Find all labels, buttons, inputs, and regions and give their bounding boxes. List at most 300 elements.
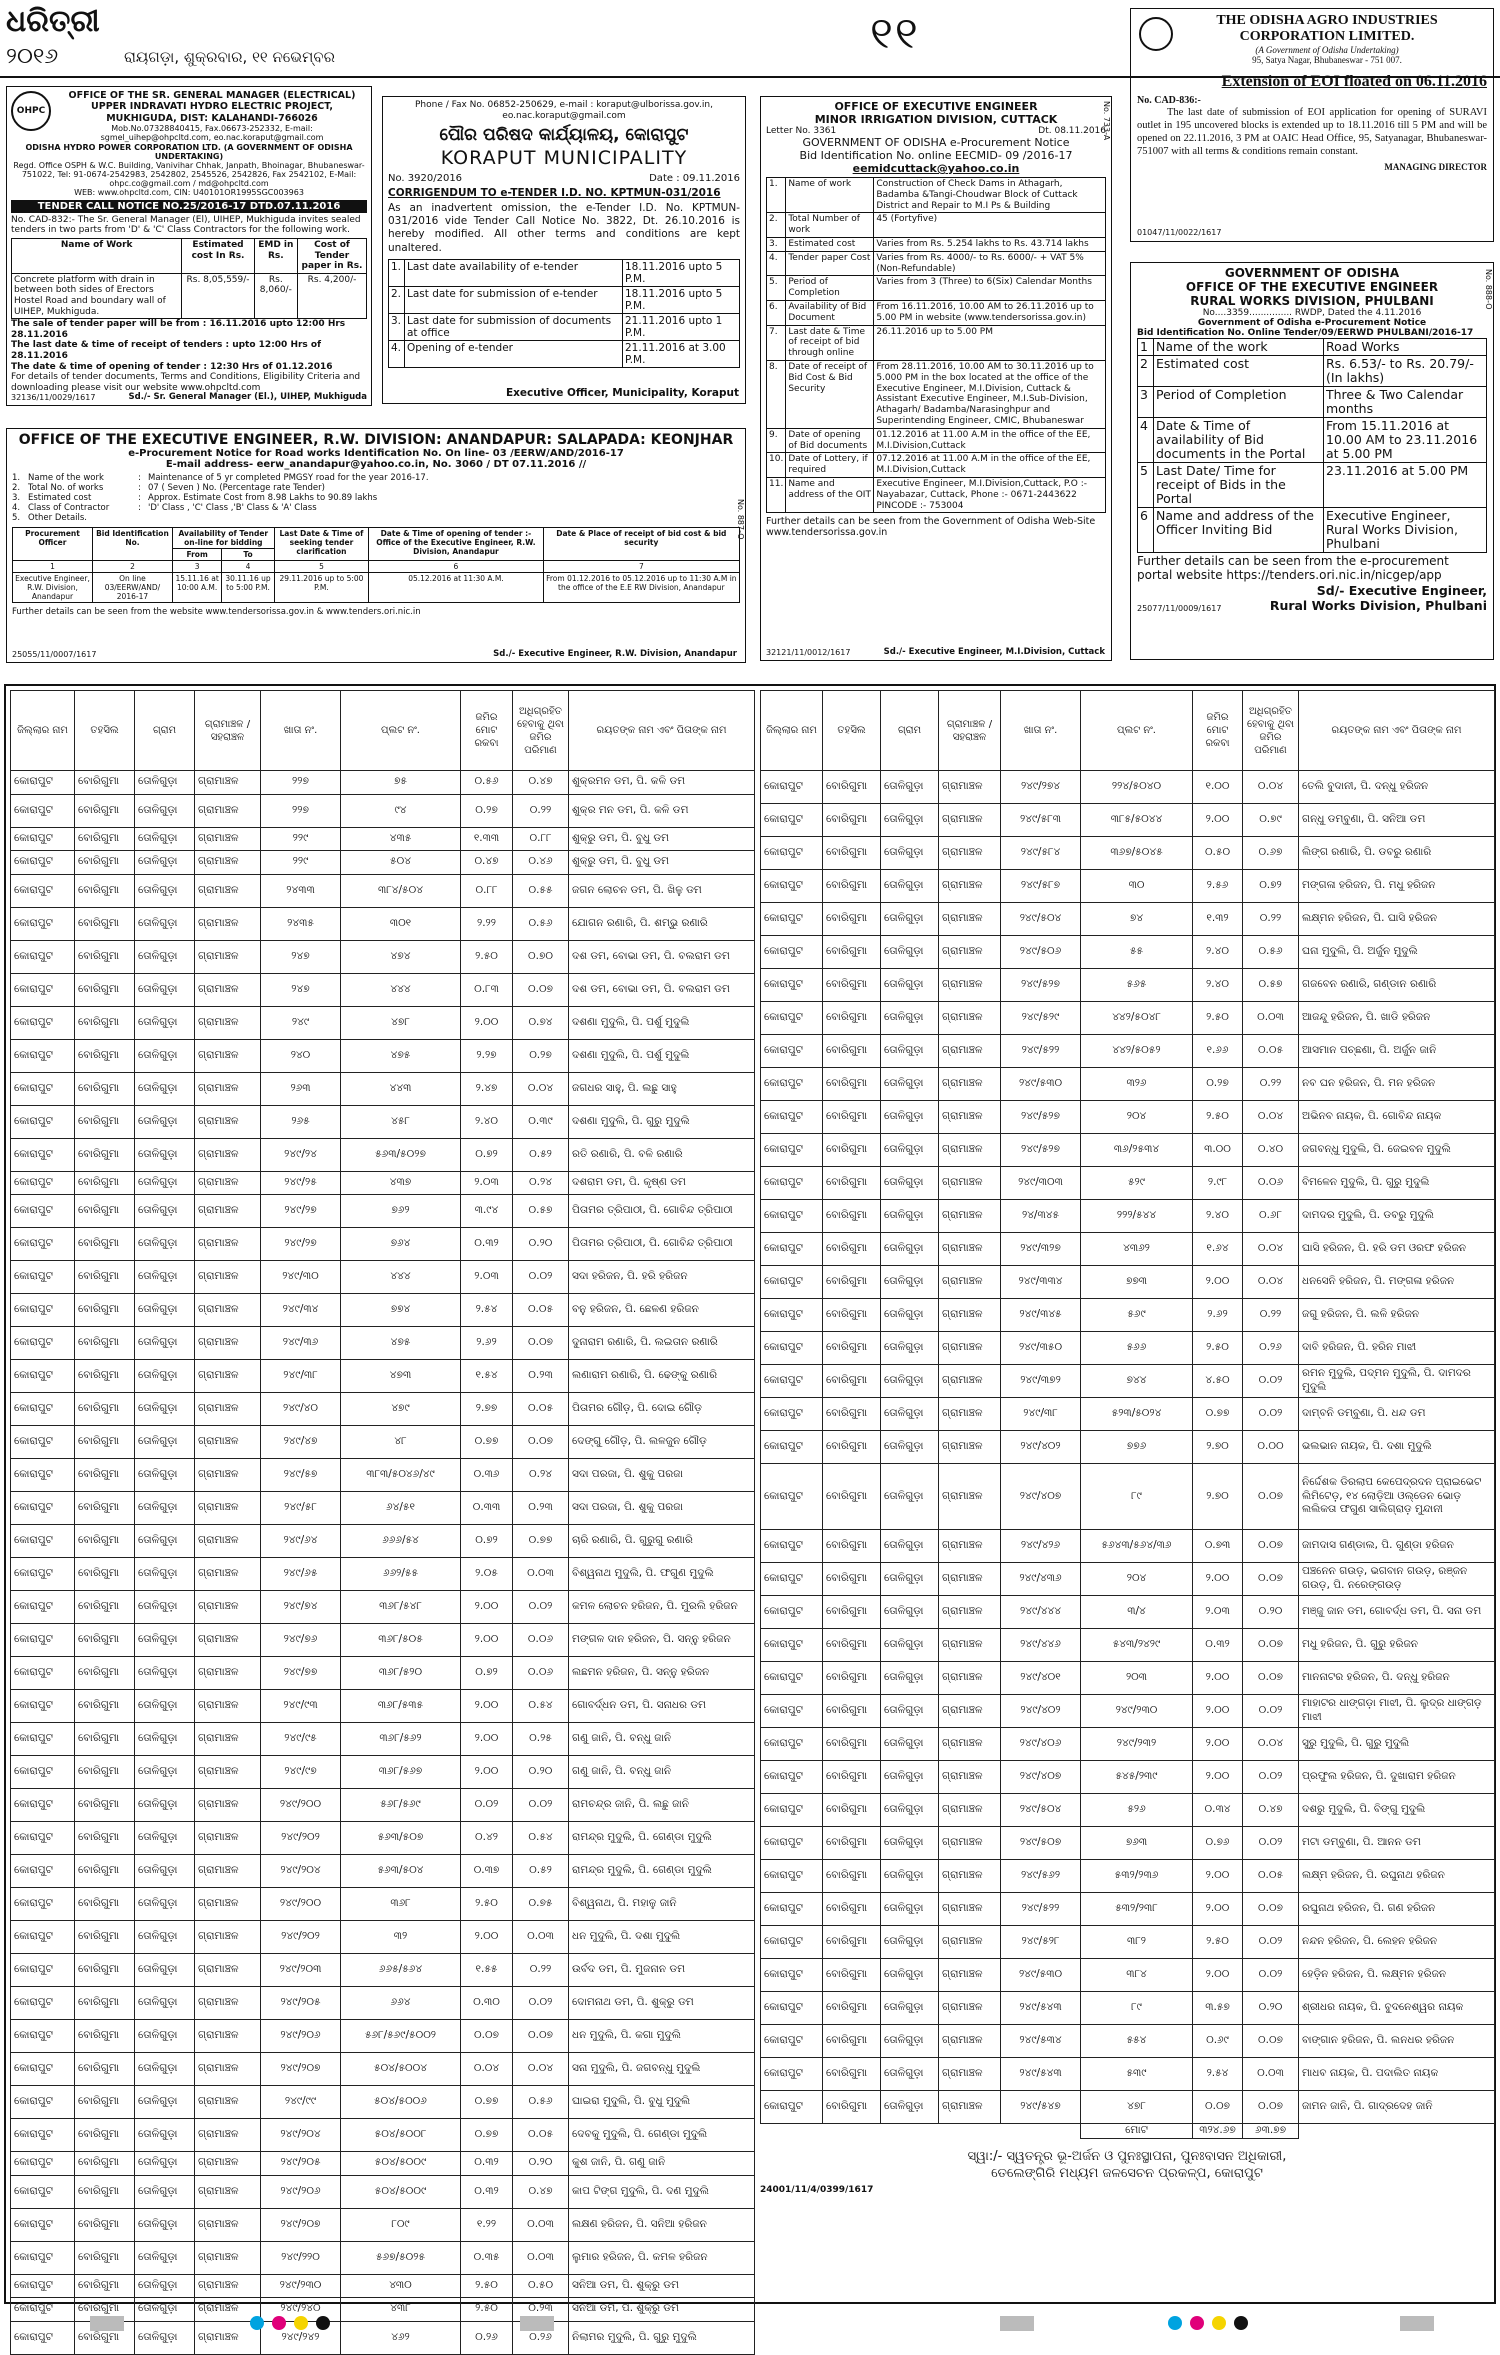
land-total-area: ୨.୫୦ <box>461 1888 513 1921</box>
minor-row-label: Availability of Bid Document <box>786 300 874 325</box>
land-plot: ୬୬୪ <box>341 1987 461 2020</box>
land-village: ତୋଳିଗୁଡ଼ା <box>135 771 195 795</box>
minor-row <box>767 178 1106 213</box>
land-tahasil: ବୋରିଗୁମା <box>823 1101 881 1134</box>
land-tahasil: ବୋରିଗୁମା <box>823 1134 881 1167</box>
land-area-type: ଗ୍ରାମାଞ୍ଚଳ <box>939 1728 1001 1761</box>
land-tahasil: ବୋରିଗୁମା <box>75 1294 135 1327</box>
land-total-area: ୨.୦୦ <box>1193 804 1243 837</box>
minor-row-no: 9. <box>767 428 786 453</box>
minor-tag: No. 733-A <box>1102 101 1111 141</box>
land-acquired-area: ୦.୦୭ <box>513 1426 569 1459</box>
land-khata: ୨୪୯/୨୦୨ <box>261 1822 341 1855</box>
phulbani-bid: Bid Identification No. Online Tender/09/EERWD PHULBANI/2016-17 <box>1137 328 1474 338</box>
land-area-type: ଗ୍ରାମାଞ୍ଚଳ <box>195 1723 261 1756</box>
land-total-area: ୨.୪୦ <box>461 1105 513 1138</box>
anandapur-header-opening: Date & Time of opening of tender :- Office of the Executive Engineer, R.W. Division, Anandapur <box>369 528 543 561</box>
anandapur-list-4-value: 'D' Class , 'C' Class ,'B' Class & 'A' Class <box>148 503 317 513</box>
land-district: କୋରାପୁଟ <box>761 1035 823 1068</box>
land-acquired-area: ୦.୦୬ <box>1243 1167 1299 1200</box>
land-area-type: ଗ୍ରାମାଞ୍ଚଳ <box>939 1101 1001 1134</box>
land-plot: ୨୨୪/୫୦୪୦ <box>1081 771 1193 804</box>
land-total-area: ୧.୩୩ <box>461 827 513 851</box>
land-tahasil: ବୋରିଗୁମା <box>75 1327 135 1360</box>
land-area-type: ଗ୍ରାମାଞ୍ଚଳ <box>195 1006 261 1039</box>
minor-signature: Sd./- Executive Engineer, M.I.Division, Cuttack <box>883 647 1105 657</box>
land-tahasil: ବୋରିଗୁମା <box>823 1728 881 1761</box>
land-signature-1: ସ୍ୱା:/- ସ୍ୱତନ୍ତ୍ର ଭୂ-ଅର୍ଜନ ଓ ପୁନଃସ୍ଥାପନା, ପୁନଃବାସନ ଅଧିକାରୀ, <box>967 2148 1287 2164</box>
land-row <box>11 1690 755 1723</box>
land-village: ତୋଳିଗୁଡ଼ା <box>881 1728 939 1761</box>
minor-row-value: From 16.11.2016, 10.00 AM to 26.11.2016 up to 5.00 PM in website (www.tendersorissa.gov.in) <box>874 300 1106 325</box>
land-area-type: ଗ୍ରାମାଞ୍ଚଳ <box>939 1530 1001 1563</box>
land-area-type: ଗ୍ରାମାଞ୍ଚଳ <box>195 940 261 973</box>
land-row <box>761 1959 1495 1992</box>
land-area-type: ଗ୍ରାମାଞ୍ଚଳ <box>939 1926 1001 1959</box>
land-district: କୋରାପୁଟ <box>11 1426 75 1459</box>
land-owner: ମଧୁ ହରିଜନ, ପି. ଗୁରୁ ହରିଜନ <box>1299 1629 1495 1662</box>
anandapur-signature: Sd./- Executive Engineer, R.W. Division, Anandapur <box>493 649 737 659</box>
land-acquired-area: ୦.୦୭ <box>1243 1464 1299 1530</box>
land-row <box>761 1167 1495 1200</box>
land-total-area: ୦.୭୩ <box>1193 1530 1243 1563</box>
phulbani-row-no: 5 <box>1138 463 1154 508</box>
land-acquired-area: ୦.୫୪ <box>513 1690 569 1723</box>
land-total-area: ୩.୯୪ <box>461 1195 513 1228</box>
land-acquired-area: ୦.୫୭ <box>1243 969 1299 1002</box>
land-total-area: ୦.୩୬ <box>461 1459 513 1492</box>
land-khata: ୨୪୯/୪୭ <box>261 1426 341 1459</box>
minor-further: Further details can be seen from the Government of Odisha Web-Site www.tendersorissa.gov.in <box>766 516 1096 539</box>
land-acquired-area: ୦.୦୨ <box>1243 1398 1299 1431</box>
minor-date: Dt. 08.11.2016 <box>1038 126 1106 136</box>
oaic-title-2: CORPORATION LIMITED. <box>1239 29 1415 44</box>
land-owner: ରଘୁନାଥ ହରିଜନ, ପି. ଗଣ ହରିଜନ <box>1299 1893 1495 1926</box>
land-total-area: ୨.୦୦ <box>461 1006 513 1039</box>
land-tahasil: ବୋରିଗୁମା <box>75 1987 135 2020</box>
land-acquired-area: ୦.୦୭ <box>1243 1629 1299 1662</box>
ohpc-web: WEB: www.ohpcltd.com, CIN: U40101OR1995SGC003963 <box>74 188 304 198</box>
land-acquired-area: ୦.୩୯ <box>513 1105 569 1138</box>
land-tahasil: ବୋରିଗୁମା <box>75 1261 135 1294</box>
land-village: ତୋଳିଗୁଡ଼ା <box>881 1629 939 1662</box>
land-total-area: ୦.୭୨ <box>461 1138 513 1171</box>
oaic-ref: 01047/11/0022/1617 <box>1137 228 1222 237</box>
land-acquired-area: ୦.୦୭ <box>1243 2025 1299 2058</box>
land-area-type: ଗ୍ରାମାଞ୍ଚଳ <box>939 1299 1001 1332</box>
land-tahasil: ବୋରିଗୁମା <box>823 1959 881 1992</box>
land-district: କୋରାପୁଟ <box>11 1657 75 1690</box>
land-owner: ମଙ୍ଗଳ ଦାନ ହରିଜନ, ପି. ସନ୍ନୁ ହରିଜନ <box>569 1624 755 1657</box>
land-acquired-area: ୦.୦୭ <box>513 1327 569 1360</box>
anandapur-header-clarification: Last Date & Time of seeking tender clarification <box>274 528 369 561</box>
land-owner: ନନ୍ଦନ ହରିଜନ, ପି. ଲେହନ ହରିଜନ <box>1299 1926 1495 1959</box>
land-khata: ୨୪୯/୪୦୨ <box>1001 1695 1081 1728</box>
land-owner: ଲକ୍ଷ୍ମନ ହରିଜନ, ପି. ଘାସି ହରିଜନ <box>1299 903 1495 936</box>
land-plot: ୩୬୮/୫୬୭ <box>341 1756 461 1789</box>
land-area-type: ଗ୍ରାମାଞ୍ଚଳ <box>939 1893 1001 1926</box>
land-row <box>11 771 755 795</box>
land-village: ତୋଳିଗୁଡ଼ା <box>135 1690 195 1723</box>
registration-yellow-dot <box>294 2316 308 2330</box>
land-owner: ଆସମାନ ପଚ୍ଛଣା, ପି. ଅର୍ଜୁନ ଜାନି <box>1299 1035 1495 1068</box>
land-area-type: ଗ୍ରାମାଞ୍ଚଳ <box>939 1761 1001 1794</box>
land-plot: ୫୬୬ <box>1081 1332 1193 1365</box>
land-area-type: ଗ୍ରାମାଞ୍ଚଳ <box>939 771 1001 804</box>
land-acquired-area: ୦.୨୦ <box>513 2152 569 2176</box>
land-district: କୋରାପୁଟ <box>761 1860 823 1893</box>
land-plot: ୭୭୩ <box>1081 1266 1193 1299</box>
land-district: କୋରାପୁଟ <box>761 2058 823 2091</box>
land-plot: ୨୪୯/୨୩୦ <box>1081 1695 1193 1728</box>
anandapur-to: 30.11.16 up to 5:00 P.M. <box>222 573 274 603</box>
land-district: କୋରାପୁଟ <box>761 804 823 837</box>
land-total-area: ୨.୬୨ <box>1193 1299 1243 1332</box>
land-khata: ୨୪୯/୯୯ <box>261 2086 341 2119</box>
land-owner: ମାନନାଟର ହରିଜନ, ପି. ଦନ୍ଧୁ ହରିଜନ <box>1299 1662 1495 1695</box>
land-plot: ୫୪୫/୨୩୯ <box>1081 1761 1193 1794</box>
phulbani-row-value: 23.11.2016 at 5.00 PM <box>1324 463 1487 508</box>
land-tahasil: ବୋରିଗୁମା <box>75 2274 135 2298</box>
land-row <box>11 2053 755 2086</box>
land-village: ତୋଳିଗୁଡ଼ା <box>135 1657 195 1690</box>
land-village: ତୋଳିଗୁଡ଼ା <box>135 1393 195 1426</box>
koraput-no: No. 3920/2016 <box>388 173 463 185</box>
land-village: ତୋଳିଗୁଡ଼ା <box>135 794 195 827</box>
minor-row-value: 07.12.2016 at 11.00 A.M in the office of the EE, M.I.Division,Cuttack <box>874 453 1106 478</box>
anandapur-col-num-2: 2 <box>92 561 172 573</box>
land-district: କୋରାପୁଟ <box>761 837 823 870</box>
land-plot: ୬୬୨/୫୫ <box>341 1558 461 1591</box>
phulbani-further: Further details can be seen from the e-procurement portal website https://tenders.ori.nic.in/nicgep/app <box>1137 554 1449 582</box>
land-row <box>11 1426 755 1459</box>
land-khata: ୨୪୯/୫୩୦ <box>1001 1959 1081 1992</box>
land-district: କୋରାପୁଟ <box>11 1228 75 1261</box>
land-village: ତୋଳିଗୁଡ଼ା <box>135 2152 195 2176</box>
land-area-type: ଗ୍ରାମାଞ୍ଚଳ <box>195 2274 261 2298</box>
phulbani-title-1: GOVERNMENT OF ODISHA <box>1224 266 1400 280</box>
land-district: କୋରାପୁଟ <box>11 2020 75 2053</box>
land-area-type: ଗ୍ରାମାଞ୍ଚଳ <box>939 1002 1001 1035</box>
land-area-type: ଗ୍ରାମାଞ୍ଚଳ <box>195 1459 261 1492</box>
land-tahasil: ବୋରିଗୁମା <box>75 2053 135 2086</box>
land-khata: ୨୪୦ <box>261 1039 341 1072</box>
land-total-area: ୨.୦୫ <box>461 1558 513 1591</box>
land-district: କୋରାପୁଟ <box>11 1195 75 1228</box>
land-plot: ୪୭୫ <box>341 1327 461 1360</box>
land-total-area: ୨.୦୦ <box>1193 1695 1243 1728</box>
land-total-area: ୧.୬୪ <box>1193 1233 1243 1266</box>
land-total-area: ୨.୦୩ <box>461 1261 513 1294</box>
land-district: କୋରାପୁଟ <box>11 2208 75 2241</box>
koraput-table <box>388 259 740 368</box>
land-acquired-area: ୦.୨୩ <box>513 1492 569 1525</box>
land-khata: ୨୪୯/୭୪ <box>261 1591 341 1624</box>
land-total-area: ୦.୭୨ <box>461 1525 513 1558</box>
land-district: କୋରାପୁଟ <box>761 1761 823 1794</box>
land-khata: ୨୪୯/୫୦୪ <box>1001 1794 1081 1827</box>
land-khata: ୨୪୯/୩୭୨ <box>1001 1365 1081 1398</box>
minor-row-label: Tender paper Cost <box>786 251 874 276</box>
land-village: ତୋଳିଗୁଡ଼ା <box>135 1822 195 1855</box>
land-acquired-area: ୦.୦୪ <box>1243 1266 1299 1299</box>
land-owner: ଆଜନ୍ଦୁ ହରିଜନ, ପି. ଖାଡି ହରିଜନ <box>1299 1002 1495 1035</box>
koraput-row-1-label: Last date availability of e-tender <box>405 259 623 286</box>
land-row <box>11 2274 755 2298</box>
land-village: ତୋଳିଗୁଡ଼ା <box>881 1827 939 1860</box>
phulbani-signature-2: Rural Works Division, Phulbani <box>1269 597 1487 613</box>
land-tahasil: ବୋରିଗୁମା <box>75 1459 135 1492</box>
land-district: କୋରାପୁଟ <box>11 2053 75 2086</box>
land-plot: ୩୬୮ <box>341 1888 461 1921</box>
land-village: ତୋଳିଗୁଡ଼ା <box>881 1266 939 1299</box>
land-village: ତୋଳିଗୁଡ଼ା <box>135 2053 195 2086</box>
ohpc-header-cost: Estimated cost In Rs. <box>182 238 254 273</box>
land-village: ତୋଳିଗୁଡ଼ା <box>135 1591 195 1624</box>
newspaper-year: ୨୦୧୬ <box>6 44 59 69</box>
land-header: ଜିଲ୍ଲାର ନାମ <box>761 691 823 771</box>
phulbani-row-label: Last Date/ Time for receipt of Bids in the Portal <box>1154 463 1324 508</box>
land-district: କୋରାପୁଟ <box>11 940 75 973</box>
land-district: କୋରାପୁଟ <box>761 969 823 1002</box>
land-plot: ୫୬୮/୫୬୯ <box>341 1789 461 1822</box>
ohpc-corp: ODISHA HYDRO POWER CORPORATION LTD. (A GOVERNMENT OF ODISHA UNDERTAKING) <box>25 142 353 161</box>
land-area-type: ଗ୍ରାମାଞ୍ଚଳ <box>195 851 261 875</box>
land-acquired-area: ୦.୨୨ <box>1243 1068 1299 1101</box>
land-total-area: ୨.୫୪ <box>461 1294 513 1327</box>
land-district: କୋରାପୁଟ <box>11 794 75 827</box>
registration-black-dot-2 <box>1234 2316 1248 2330</box>
land-row <box>761 1596 1495 1629</box>
land-acquired-area: ୦.୨୦ <box>1243 1992 1299 2025</box>
anandapur-col-num-3: 3 <box>172 561 221 573</box>
land-owner: ଘାସି ହରିଜନ, ପି. ହରି ଡମ ଓରଫ ହରିଜନ <box>1299 1233 1495 1266</box>
land-acquired-area: ୦.୦୪ <box>513 1072 569 1105</box>
phulbani-title-2: OFFICE OF THE EXECUTIVE ENGINEER <box>1185 280 1439 294</box>
koraput-row-2-no: 2. <box>389 286 405 313</box>
land-acquired-area: ୦.୪୭ <box>513 2175 569 2208</box>
land-village: ତୋଳିଗୁଡ଼ା <box>881 903 939 936</box>
land-total-area: ୨.୫୦ <box>461 940 513 973</box>
land-area-type: ଗ୍ରାମାଞ୍ଚଳ <box>939 1563 1001 1596</box>
land-plot: ୫୦୪/୫୦୦୪ <box>341 2053 461 2086</box>
anandapur-table <box>12 527 740 603</box>
minor-row-label: Last date & Time of receipt of bid through online <box>786 325 874 360</box>
land-area-type: ଗ୍ରାମାଞ୍ଚଳ <box>195 1690 261 1723</box>
land-owner: ଜଗନ ଲୋଚନ ଡମ, ପି. ଖିଳୁ ଡମ <box>569 874 755 907</box>
land-total-area: ୦.୨୭ <box>1193 1068 1243 1101</box>
land-acquired-area: ୦.୦୩ <box>513 1921 569 1954</box>
land-total-area: ୧.୦୦ <box>1193 771 1243 804</box>
land-row <box>11 1459 755 1492</box>
land-owner: ଦଶ ଡମ, ବୋଭା ଡମ, ପି. ବଲରାମ ଡମ <box>569 940 755 973</box>
land-header: ତହସିଲ <box>823 691 881 771</box>
land-district: କୋରାପୁଟ <box>761 1827 823 1860</box>
land-village: ତୋଳିଗୁଡ଼ା <box>135 2298 195 2322</box>
land-total-area: ୨.୪୦ <box>1193 1200 1243 1233</box>
land-district: କୋରାପୁଟ <box>11 1492 75 1525</box>
land-acquired-area: ୦.୫୦ <box>513 2274 569 2298</box>
phulbani-table <box>1137 338 1487 553</box>
phulbani-gov: Government of Odisha e-Procurement Notice <box>1197 318 1427 328</box>
land-tahasil: ବୋରିଗୁମା <box>75 2119 135 2152</box>
minor-email: eemidcuttack@yahoo.co.in <box>852 162 1020 175</box>
land-khata: ୨୪୩୫ <box>261 907 341 940</box>
land-village: ତୋଳିଗୁଡ଼ା <box>881 1101 939 1134</box>
land-owner: ମଞ୍ଜୁ ଜାନ ଡମ, ଗୋବର୍ଦ୍ଧ ଡମ, ପି. ସନା ଡମ <box>1299 1596 1495 1629</box>
phulbani-title-3: RURAL WORKS DIVISION, PHULBANI <box>1190 294 1434 308</box>
land-village: ତୋଳିଗୁଡ଼ା <box>881 1893 939 1926</box>
land-acquired-area: ୦.୦୭ <box>1243 1530 1299 1563</box>
land-total-area: ୦.୦୨ <box>461 1789 513 1822</box>
land-acquired-area: ୦.୦୫ <box>513 1294 569 1327</box>
land-tahasil: ବୋରିଗୁମା <box>75 2020 135 2053</box>
land-tahasil: ବୋରିଗୁମା <box>75 1921 135 1954</box>
land-tahasil: ବୋରିଗୁମା <box>75 1105 135 1138</box>
land-tahasil: ବୋରିଗୁମା <box>75 1072 135 1105</box>
land-plot: ୫୩୯ <box>1081 2058 1193 2091</box>
land-acquired-area: ୦.୦୪ <box>1243 771 1299 804</box>
phulbani-row <box>1138 508 1487 553</box>
phulbani-row-value: Executive Engineer, Rural Works Division, Phulbani <box>1324 508 1487 553</box>
land-acquired-area: ୦.୦୫ <box>1243 1035 1299 1068</box>
land-row <box>761 1761 1495 1794</box>
land-plot: ୫୨୯ <box>1081 1167 1193 1200</box>
land-area-type: ଗ୍ରାମାଞ୍ଚଳ <box>939 2025 1001 2058</box>
land-total-area: ୨.୬୨ <box>461 1327 513 1360</box>
phulbani-signature-1: Sd/- Executive Engineer, <box>1316 582 1487 598</box>
minor-row-label: Period of Completion <box>786 276 874 301</box>
land-khata: ୨୪୯/୪୩୬ <box>1001 1563 1081 1596</box>
land-acquired-area: ୦.୦୩ <box>513 2241 569 2274</box>
ohpc-signature: Sd./- Sr. General Manager (El.), UIHEP, Mukhiguda <box>128 392 367 402</box>
land-village: ତୋଳିଗୁଡ଼ା <box>881 1959 939 1992</box>
land-plot: ୪୭୪ <box>341 940 461 973</box>
land-khata: ୨୪୯/୩୨୭ <box>1001 1233 1081 1266</box>
land-area-type: ଗ୍ରାମାଞ୍ଚଳ <box>195 2175 261 2208</box>
land-owner: ଧନ ମୁଦୁଲି, ପି. ଦଶା ମୁଦୁଲି <box>569 1921 755 1954</box>
land-village: ତୋଳିଗୁଡ଼ା <box>881 969 939 1002</box>
land-district: କୋରାପୁଟ <box>11 874 75 907</box>
land-khata: ୨୪୯/୨୦୪ <box>261 1855 341 1888</box>
land-district: କୋରାପୁଟ <box>11 1006 75 1039</box>
land-plot: ୮୦୯ <box>341 2208 461 2241</box>
land-tahasil: ବୋରିଗୁମା <box>823 1002 881 1035</box>
land-plot: ୨୦୩ <box>1081 1662 1193 1695</box>
land-acquired-area: ୦.୫୫ <box>513 874 569 907</box>
land-area-type: ଗ୍ରାମାଞ୍ଚଳ <box>939 1035 1001 1068</box>
land-total-area: ୦.୨୬ <box>461 2321 513 2354</box>
land-district: କୋରାପୁଟ <box>761 1695 823 1728</box>
anandapur-from: 15.11.16 at 10:00 A.M. <box>172 573 221 603</box>
land-acquired-area: ୦.୦୭ <box>1243 1662 1299 1695</box>
land-acquired-area: ୦.୦୭ <box>513 2020 569 2053</box>
land-total-area: ୦.୪୭ <box>461 851 513 875</box>
land-plot: ୪୩୮ <box>341 2298 461 2322</box>
land-district: କୋରାପୁଟ <box>11 1888 75 1921</box>
land-khata: ୨୪୯/୫୪୩ <box>1001 2058 1081 2091</box>
land-village: ତୋଳିଗୁଡ଼ା <box>135 2321 195 2354</box>
land-plot: ୬୬୫/୫୬୪ <box>341 1954 461 1987</box>
anandapur-sub: e-Procurement Notice for Road works Identification No. On line- 03 /EERW/AND/2016-17 <box>128 448 624 459</box>
land-acquired-area: ୦.୦୨ <box>1243 1365 1299 1398</box>
land-acquisition-notice <box>4 684 1496 2343</box>
land-total-area: ୨.୯୮ <box>1193 1167 1243 1200</box>
land-khata: ୨୪୯/୩୮ <box>261 1360 341 1393</box>
land-acquired-area: ୦.୦୩ <box>513 2208 569 2241</box>
anandapur-list-5-no: 5. <box>12 513 21 523</box>
land-total-area: ୧.୬୬ <box>1193 1035 1243 1068</box>
land-total-area: ୨.୫୦ <box>1193 1002 1243 1035</box>
land-total-area: ୨.୦୦ <box>1193 1959 1243 1992</box>
minor-row-label: Name and address of the OIT <box>786 477 874 512</box>
land-plot: ୩୬୮/୫୦୫ <box>341 1624 461 1657</box>
land-acquired-area: ୦.୨୬ <box>1243 1332 1299 1365</box>
land-village: ତୋଳିଗୁଡ଼ା <box>881 1167 939 1200</box>
land-plot: ୫୫୪ <box>1081 2025 1193 2058</box>
koraput-row-4-value: 21.11.2016 at 3.00 P.M. <box>623 340 740 367</box>
land-owner: ମଙ୍ଗଳା ହରିଜନ, ପି. ମଧୁ ହରିଜନ <box>1299 870 1495 903</box>
oaic-notice <box>1130 8 1494 242</box>
land-owner: ଜଗବନ୍ଧୁ ମୁଦୁଲି, ପି. ଜେଇବନ ମୁଦୁଲି <box>1299 1134 1495 1167</box>
land-area-type: ଗ୍ରାମାଞ୍ଚଳ <box>195 1492 261 1525</box>
land-plot: ୪୩୬୨ <box>1081 1233 1193 1266</box>
land-khata: ୨୪୯/୫୬୨ <box>1001 1860 1081 1893</box>
land-area-type: ଗ୍ରାମାଞ୍ଚଳ <box>195 827 261 851</box>
land-district: କୋରାପୁଟ <box>11 1261 75 1294</box>
land-row <box>11 1327 755 1360</box>
land-acquired-area: ୦.୦୪ <box>513 2053 569 2086</box>
land-village: ତୋଳିଗୁଡ଼ା <box>135 1525 195 1558</box>
land-acquired-area: ୦.୦୫ <box>513 2119 569 2152</box>
land-khata: ୨୪୯/୩୪ <box>261 1294 341 1327</box>
oaic-no: No. CAD-836:- <box>1137 95 1201 106</box>
land-tahasil: ବୋରିଗୁମା <box>823 1167 881 1200</box>
koraput-date: Date : 09.11.2016 <box>649 173 740 185</box>
land-plot: ୩୦୧ <box>341 907 461 940</box>
minor-row-no: 3. <box>767 237 786 251</box>
minor-row <box>767 477 1106 512</box>
land-plot: ୮୯ <box>1081 1464 1193 1530</box>
land-tahasil: ବୋରିଗୁମା <box>823 1464 881 1530</box>
land-plot: ୫୪୩/୨୪୨୯ <box>1081 1629 1193 1662</box>
land-khata: ୨୪୯/୨୭୪ <box>1001 771 1081 804</box>
land-row <box>761 1134 1495 1167</box>
land-tahasil: ବୋରିଗୁମା <box>823 1662 881 1695</box>
land-owner: ରାମନ୍ଦ୍ର ମୁଦୁଲି, ପି. ଗେଣ୍ଡା ମୁଦୁଲି <box>569 1855 755 1888</box>
land-row <box>11 1888 755 1921</box>
land-owner: ପିତାମର ତ୍ରିପାଠୀ, ପି. ଗୋବିନ୍ଦ ତ୍ରିପାଠୀ <box>569 1228 755 1261</box>
land-total-area: ୨.୭୦ <box>1193 1431 1243 1464</box>
land-district: କୋରାପୁଟ <box>761 870 823 903</box>
land-village: ତୋଳିଗୁଡ଼ା <box>881 2091 939 2124</box>
ohpc-paper: Rs. 4,200/- <box>298 273 367 318</box>
land-total-area: ୨.୦୦ <box>1193 1563 1243 1596</box>
land-owner: କମଳ ଲୋଚନ ହରିଜନ, ପି. ମୁରଲି ହରିଜନ <box>569 1591 755 1624</box>
anandapur-header-availability: Availability of Tender on-line for bidding <box>172 528 274 549</box>
land-header: ଖାତା ନଂ. <box>261 691 341 771</box>
land-khata: ୨୪୯/୪୦୭ <box>1001 1761 1081 1794</box>
koraput-row-1-value: 18.11.2016 upto 5 P.M. <box>623 259 740 286</box>
land-acquired-area: ୦.୭୭ <box>513 1525 569 1558</box>
land-acquired-area: ୦.୦୭ <box>1243 1563 1299 1596</box>
land-village: ତୋଳିଗୁଡ଼ା <box>881 1464 939 1530</box>
registration-bar-right <box>1000 2316 1034 2331</box>
land-row <box>11 1261 755 1294</box>
land-owner: ଅଭିନବ ନାୟକ, ପି. ଗୋବିନ୍ଦ ନାୟକ <box>1299 1101 1495 1134</box>
land-row <box>11 1789 755 1822</box>
land-acquired-area: ୦.୨୨ <box>1243 1299 1299 1332</box>
